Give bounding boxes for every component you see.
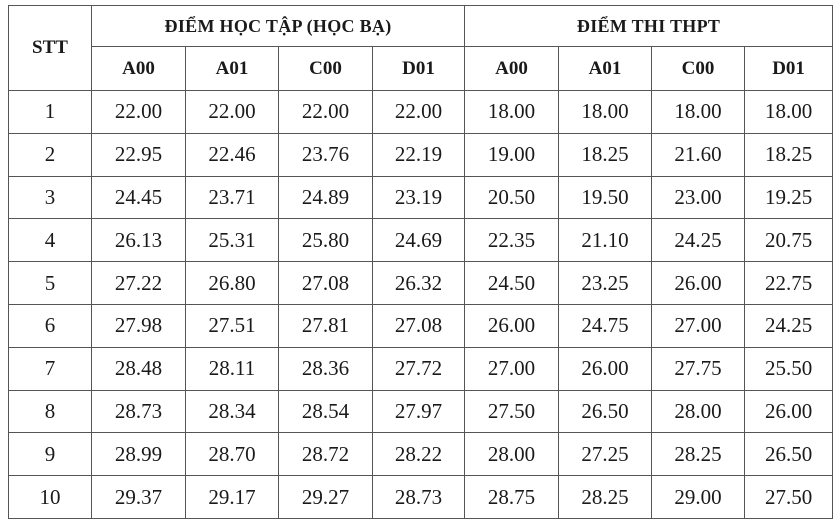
table-row [9,390,833,433]
score-cell: 28.54 [279,390,373,433]
score-cell: 28.70 [186,433,279,476]
score-cell: 27.98 [92,304,186,347]
score-cell: 22.95 [92,133,186,176]
score-cell: 18.00 [652,91,745,134]
row-number: 5 [9,262,92,305]
score-cell: 28.11 [186,347,279,390]
score-cell: 28.00 [465,433,559,476]
row-number: 9 [9,433,92,476]
score-cell: 27.00 [652,304,745,347]
score-cell: 27.50 [745,476,833,519]
score-cell: 26.80 [186,262,279,305]
table-row [9,304,833,347]
score-cell: 27.08 [373,304,465,347]
score-cell: 27.22 [92,262,186,305]
table-body [9,91,833,519]
score-cell: 27.51 [186,304,279,347]
score-cell: 24.25 [652,219,745,262]
score-cell: 19.25 [745,176,833,219]
column-header: A01 [559,47,652,91]
score-cell: 22.35 [465,219,559,262]
header-row-subjects [9,47,833,91]
score-cell: 28.99 [92,433,186,476]
score-cell: 21.10 [559,219,652,262]
score-cell: 27.72 [373,347,465,390]
column-header: C00 [652,47,745,91]
table-row [9,433,833,476]
score-cell: 18.25 [745,133,833,176]
score-cell: 22.00 [373,91,465,134]
score-cell: 18.00 [559,91,652,134]
score-cell: 28.73 [373,476,465,519]
score-cell: 26.00 [652,262,745,305]
score-cell: 19.00 [465,133,559,176]
row-number: 10 [9,476,92,519]
score-cell: 28.22 [373,433,465,476]
score-cell: 18.00 [745,91,833,134]
score-cell: 20.50 [465,176,559,219]
score-cell: 18.00 [465,91,559,134]
score-cell: 24.75 [559,304,652,347]
column-header: A00 [465,47,559,91]
header-row-groups [9,6,833,47]
table-row [9,219,833,262]
table-row [9,347,833,390]
score-cell: 28.73 [92,390,186,433]
score-cell: 20.75 [745,219,833,262]
table-row [9,91,833,134]
row-number: 3 [9,176,92,219]
stt-header: STT [9,6,92,91]
score-cell: 24.50 [465,262,559,305]
row-number: 7 [9,347,92,390]
score-cell: 22.19 [373,133,465,176]
row-number: 4 [9,219,92,262]
row-number: 2 [9,133,92,176]
score-cell: 22.75 [745,262,833,305]
row-number: 1 [9,91,92,134]
score-cell: 26.00 [559,347,652,390]
score-cell: 26.32 [373,262,465,305]
column-header: C00 [279,47,373,91]
score-cell: 27.00 [465,347,559,390]
score-cell: 27.50 [465,390,559,433]
score-cell: 18.25 [559,133,652,176]
table-row [9,133,833,176]
score-cell: 22.46 [186,133,279,176]
score-table [8,5,833,519]
score-cell: 28.48 [92,347,186,390]
table-row [9,176,833,219]
score-cell: 27.25 [559,433,652,476]
score-cell: 22.00 [279,91,373,134]
score-cell: 21.60 [652,133,745,176]
column-header: A00 [92,47,186,91]
score-cell: 27.08 [279,262,373,305]
score-cell: 28.75 [465,476,559,519]
score-cell: 24.45 [92,176,186,219]
thpt-group-header: ĐIỂM THI THPT [465,6,833,47]
score-cell: 26.00 [745,390,833,433]
score-cell: 29.37 [92,476,186,519]
row-number: 6 [9,304,92,347]
score-cell: 19.50 [559,176,652,219]
score-cell: 27.81 [279,304,373,347]
score-cell: 24.69 [373,219,465,262]
score-cell: 27.75 [652,347,745,390]
score-cell: 23.19 [373,176,465,219]
score-cell: 24.89 [279,176,373,219]
score-cell: 23.76 [279,133,373,176]
score-cell: 22.00 [186,91,279,134]
score-cell: 26.50 [559,390,652,433]
hoc-ba-group-header: ĐIỂM HỌC TẬP (HỌC BẠ) [92,6,465,47]
score-cell: 23.25 [559,262,652,305]
score-cell: 25.80 [279,219,373,262]
table-row [9,262,833,305]
score-cell: 29.00 [652,476,745,519]
score-cell: 27.97 [373,390,465,433]
score-cell: 29.27 [279,476,373,519]
score-cell: 25.31 [186,219,279,262]
score-cell: 23.71 [186,176,279,219]
score-cell: 23.00 [652,176,745,219]
column-header: D01 [745,47,833,91]
table-header [9,6,833,91]
score-cell: 26.00 [465,304,559,347]
score-cell: 28.34 [186,390,279,433]
score-cell: 26.13 [92,219,186,262]
column-header: A01 [186,47,279,91]
score-cell: 28.72 [279,433,373,476]
row-number: 8 [9,390,92,433]
score-cell: 28.00 [652,390,745,433]
score-cell: 22.00 [92,91,186,134]
score-cell: 26.50 [745,433,833,476]
score-cell: 28.36 [279,347,373,390]
score-cell: 29.17 [186,476,279,519]
score-cell: 25.50 [745,347,833,390]
score-cell: 28.25 [559,476,652,519]
score-cell: 24.25 [745,304,833,347]
score-cell: 28.25 [652,433,745,476]
table-row [9,476,833,519]
column-header: D01 [373,47,465,91]
